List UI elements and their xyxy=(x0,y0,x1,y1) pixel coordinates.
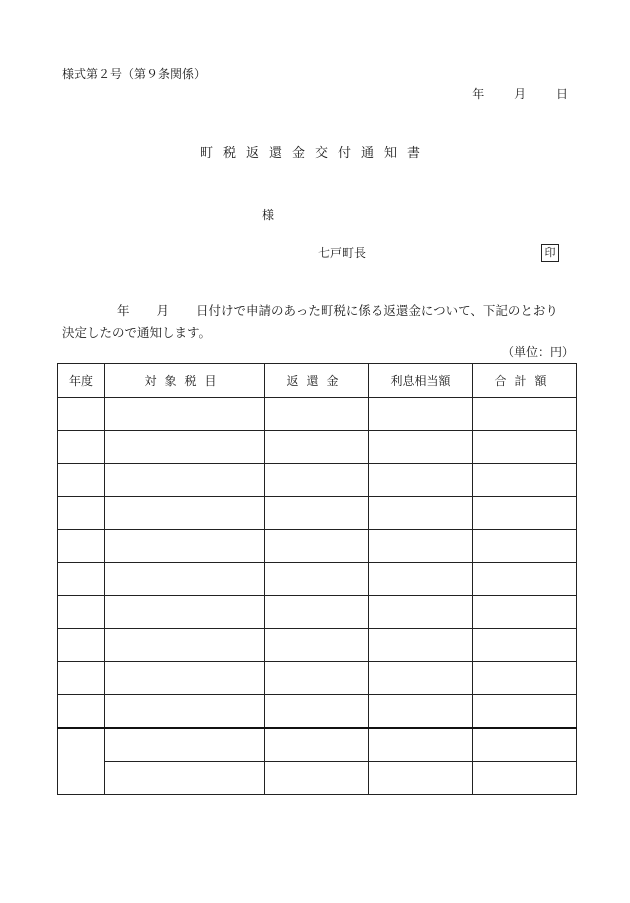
table-cell[interactable] xyxy=(265,662,369,695)
date-line xyxy=(446,88,568,100)
table-row xyxy=(58,497,577,530)
date-month: 月 xyxy=(514,87,527,101)
table-cell[interactable] xyxy=(473,497,577,530)
table-cell[interactable] xyxy=(369,464,473,497)
table-cell[interactable] xyxy=(105,596,265,629)
table-cell[interactable] xyxy=(265,497,369,530)
table-cell[interactable] xyxy=(105,530,265,563)
table-cell[interactable] xyxy=(473,563,577,596)
table-cell[interactable] xyxy=(58,431,105,464)
table-cell[interactable] xyxy=(369,563,473,596)
header-tax-item: 対象税目 xyxy=(105,364,265,398)
subtotal-cell[interactable] xyxy=(473,728,577,762)
table-row xyxy=(58,398,577,431)
table-cell[interactable] xyxy=(265,629,369,662)
table-cell[interactable] xyxy=(265,596,369,629)
header-total: 合計額 xyxy=(473,364,577,398)
table-cell[interactable] xyxy=(265,431,369,464)
table-row xyxy=(58,596,577,629)
addressee-suffix: 様 xyxy=(262,208,275,222)
table-cell[interactable] xyxy=(265,695,369,729)
table-cell[interactable] xyxy=(265,563,369,596)
total-row-lower xyxy=(58,762,577,795)
table-row xyxy=(58,431,577,464)
table-row xyxy=(58,563,577,596)
table-cell[interactable] xyxy=(473,530,577,563)
table-cell[interactable] xyxy=(473,431,577,464)
total-cell[interactable] xyxy=(265,762,369,795)
header-interest: 利息相当額 xyxy=(369,364,473,398)
unit-label: （単位：円） xyxy=(501,345,574,359)
table-cell[interactable] xyxy=(105,629,265,662)
table-cell[interactable] xyxy=(369,662,473,695)
table-cell[interactable] xyxy=(473,596,577,629)
table-cell[interactable] xyxy=(105,431,265,464)
table-cell[interactable] xyxy=(473,695,577,729)
subtotal-cell[interactable] xyxy=(105,728,265,762)
header-fiscal-year: 年度 xyxy=(58,364,105,398)
header-refund: 返還金 xyxy=(265,364,369,398)
table-cell[interactable] xyxy=(58,662,105,695)
total-cell[interactable] xyxy=(105,762,265,795)
table-row xyxy=(58,695,577,729)
table-cell[interactable] xyxy=(369,497,473,530)
table-cell[interactable] xyxy=(58,398,105,431)
table-cell[interactable] xyxy=(265,398,369,431)
table-cell[interactable] xyxy=(473,464,577,497)
seal-mark: 印 xyxy=(541,244,559,262)
table-cell[interactable] xyxy=(369,629,473,662)
table-cell[interactable] xyxy=(58,464,105,497)
table-cell[interactable] xyxy=(105,464,265,497)
table-cell[interactable] xyxy=(105,398,265,431)
table-cell[interactable] xyxy=(369,398,473,431)
total-label-cell xyxy=(58,728,105,795)
table-row xyxy=(58,662,577,695)
table-cell[interactable] xyxy=(58,530,105,563)
table-cell[interactable] xyxy=(58,629,105,662)
form-number: 様式第２号（第９条関係） xyxy=(62,67,207,81)
body-text-line1 xyxy=(62,305,558,318)
table-cell[interactable] xyxy=(265,530,369,563)
body-year: 年 xyxy=(117,303,130,318)
table-row xyxy=(58,464,577,497)
subtotal-cell[interactable] xyxy=(369,728,473,762)
date-day: 日 xyxy=(555,87,568,101)
table-cell[interactable] xyxy=(58,497,105,530)
table-cell[interactable] xyxy=(473,662,577,695)
table-cell[interactable] xyxy=(369,695,473,729)
body-line1-rest: 日付けで申請のあった町税に係る返還金について、下記のとおり xyxy=(196,303,558,318)
table-cell[interactable] xyxy=(473,629,577,662)
body-text-line2: 決定したので通知します。 xyxy=(62,325,212,340)
total-row xyxy=(58,728,577,762)
table-row xyxy=(58,629,577,662)
document-title: 町税返還金交付通知書 xyxy=(199,146,430,161)
table-row xyxy=(58,530,577,563)
table-header-row xyxy=(58,364,577,398)
table-cell[interactable] xyxy=(369,530,473,563)
table-cell[interactable] xyxy=(105,662,265,695)
body-month: 月 xyxy=(156,303,170,318)
table-cell[interactable] xyxy=(105,563,265,596)
table-cell[interactable] xyxy=(105,497,265,530)
table-cell[interactable] xyxy=(265,464,369,497)
table-cell[interactable] xyxy=(58,695,105,729)
total-cell[interactable] xyxy=(473,762,577,795)
table-cell[interactable] xyxy=(369,596,473,629)
table-cell[interactable] xyxy=(369,431,473,464)
table-cell[interactable] xyxy=(473,398,577,431)
issuer-name: 七戸町長 xyxy=(318,246,367,260)
refund-table xyxy=(57,363,577,795)
table-cell[interactable] xyxy=(58,563,105,596)
table-cell[interactable] xyxy=(105,695,265,729)
date-year: 年 xyxy=(472,87,485,101)
table-cell[interactable] xyxy=(58,596,105,629)
total-cell[interactable] xyxy=(369,762,473,795)
subtotal-cell[interactable] xyxy=(265,728,369,762)
